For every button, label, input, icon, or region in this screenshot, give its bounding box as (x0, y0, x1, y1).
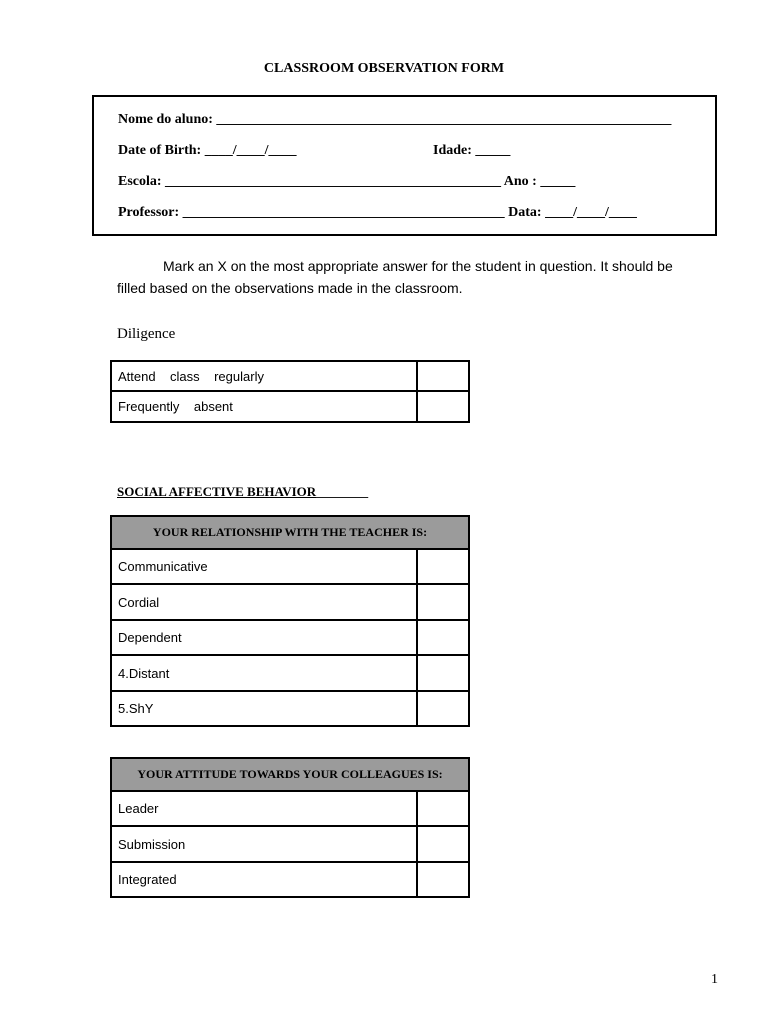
teacher-option-label: Cordial (111, 584, 417, 620)
colleagues-attitude-header: YOUR ATTITUDE TOWARDS YOUR COLLEAGUES IS: (111, 758, 469, 791)
diligence-checkbox-attend[interactable] (417, 361, 469, 391)
table-row (111, 691, 469, 726)
teacher-option-label: Dependent (111, 620, 417, 655)
table-row (111, 620, 469, 655)
table-row (111, 655, 469, 691)
page-number: 1 (711, 972, 718, 987)
student-name-field[interactable]: Nome do aluno: _________________________________________________________________ (118, 112, 672, 127)
diligence-label: Diligence (117, 326, 176, 342)
instructions (117, 255, 677, 299)
colleagues-option-label: Submission (111, 826, 417, 862)
table-row (111, 862, 469, 897)
instructions-line-1: Mark an X on the most appropriate answer for the student in question. It should be (163, 258, 673, 274)
colleagues-checkbox-submission[interactable] (417, 826, 469, 862)
table-header-row (111, 758, 469, 791)
diligence-checkbox-absent[interactable] (417, 391, 469, 422)
table-row (111, 391, 469, 422)
teacher-field[interactable]: Professor: ______________________________________________ Data: ____/____/____ (118, 205, 637, 220)
table-row (111, 549, 469, 584)
table-row (111, 361, 469, 391)
table-row (111, 791, 469, 826)
age-field[interactable]: Idade: _____ (433, 143, 511, 158)
table-row (111, 584, 469, 620)
school-field[interactable]: Escola: ________________________________________________ Ano : _____ (118, 174, 576, 189)
colleagues-option-label: Leader (111, 791, 417, 826)
instructions-line-2: filled based on the observations made in the classroom. (117, 280, 463, 296)
teacher-option-label: 4.Distant (111, 655, 417, 691)
teacher-checkbox-shy[interactable] (417, 691, 469, 726)
colleagues-checkbox-leader[interactable] (417, 791, 469, 826)
colleagues-option-label: Integrated (111, 862, 417, 897)
form-title: CLASSROOM OBSERVATION FORM (263, 61, 505, 76)
social-affective-heading (117, 484, 368, 500)
teacher-option-label: Communicative (111, 549, 417, 584)
table-header-row (111, 516, 469, 549)
teacher-relationship-header: YOUR RELATIONSHIP WITH THE TEACHER IS: (111, 516, 469, 549)
colleagues-attitude-table (110, 757, 470, 898)
teacher-checkbox-dependent[interactable] (417, 620, 469, 655)
date-of-birth-field[interactable]: Date of Birth: ____/____/____ (118, 143, 297, 158)
diligence-option-label: Attend class regularly (111, 361, 417, 391)
social-affective-heading-trail: ________ (316, 484, 369, 499)
diligence-table (110, 360, 470, 423)
teacher-checkbox-cordial[interactable] (417, 584, 469, 620)
diligence-option-label: Frequently absent (111, 391, 417, 422)
teacher-checkbox-distant[interactable] (417, 655, 469, 691)
student-info-box (92, 95, 717, 236)
teacher-relationship-table (110, 515, 470, 727)
social-affective-heading-text: SOCIAL AFFECTIVE BEHAVIOR (117, 484, 317, 499)
teacher-option-label: 5.ShY (111, 691, 417, 726)
table-row (111, 826, 469, 862)
teacher-checkbox-communicative[interactable] (417, 549, 469, 584)
colleagues-checkbox-integrated[interactable] (417, 862, 469, 897)
